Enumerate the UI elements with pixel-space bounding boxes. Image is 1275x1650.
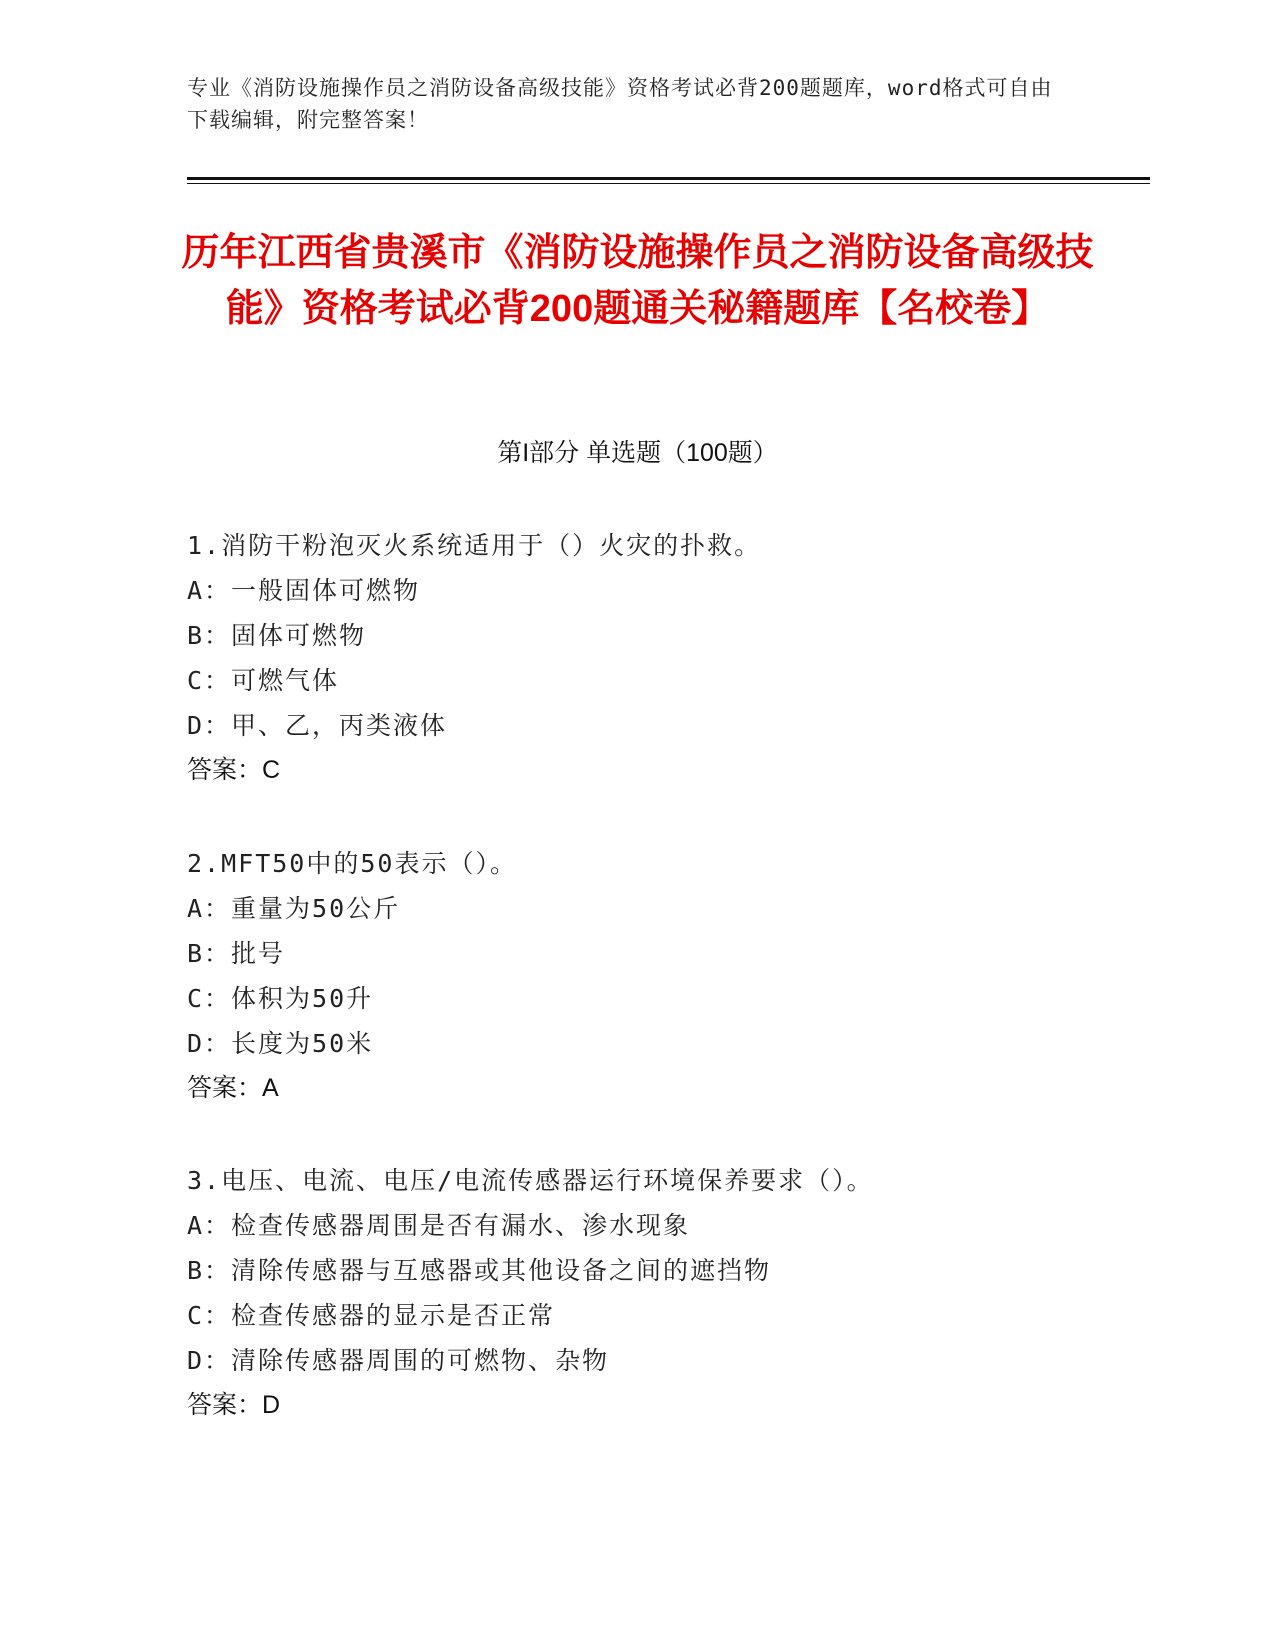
option-c: C：检查传感器的显示是否正常 bbox=[187, 1301, 556, 1330]
question-block bbox=[187, 1158, 1087, 1428]
option-c: C：可燃气体 bbox=[187, 666, 340, 695]
header-note: 专业《消防设施操作员之消防设备高级技能》资格考试必背200题题库，word格式可自由下载编辑，附完整答案！ bbox=[187, 76, 1053, 132]
option-b: B：清除传感器与互感器或其他设备之间的遮挡物 bbox=[187, 1256, 772, 1285]
question-block bbox=[187, 523, 1087, 793]
option-b: B：固体可燃物 bbox=[187, 621, 367, 650]
option-a: A：重量为50公斤 bbox=[187, 894, 401, 923]
option-d: D：甲、乙，丙类液体 bbox=[187, 711, 448, 740]
section-heading: 第I部分 单选题（100题） bbox=[497, 439, 778, 467]
answer-label: 答案：D bbox=[187, 1391, 281, 1419]
question-stem: 3.电压、电流、电压/电流传感器运行环境保养要求（）。 bbox=[187, 1166, 874, 1195]
question-block bbox=[187, 841, 1087, 1111]
option-d: D：清除传感器周围的可燃物、杂物 bbox=[187, 1346, 610, 1375]
answer-label: 答案：A bbox=[187, 1074, 279, 1102]
option-a: A：一般固体可燃物 bbox=[187, 576, 421, 605]
question-stem: 2.MFT50中的50表示（）。 bbox=[187, 849, 517, 878]
header-rule-thick bbox=[187, 177, 1150, 180]
document-title: 历年江西省贵溪市《消防设施操作员之消防设备高级技能》资格考试必背200题通关秘籍题库【名校卷】 bbox=[181, 232, 1094, 330]
answer-label: 答案：C bbox=[187, 756, 281, 784]
option-a: A：检查传感器周围是否有漏水、渗水现象 bbox=[187, 1211, 691, 1240]
option-d: D：长度为50米 bbox=[187, 1029, 374, 1058]
header-rule-thin bbox=[187, 183, 1150, 184]
option-c: C：体积为50升 bbox=[187, 984, 374, 1013]
option-b: B：批号 bbox=[187, 939, 286, 968]
question-stem: 1.消防干粉泡灭火系统适用于（）火灾的扑救。 bbox=[187, 531, 762, 560]
